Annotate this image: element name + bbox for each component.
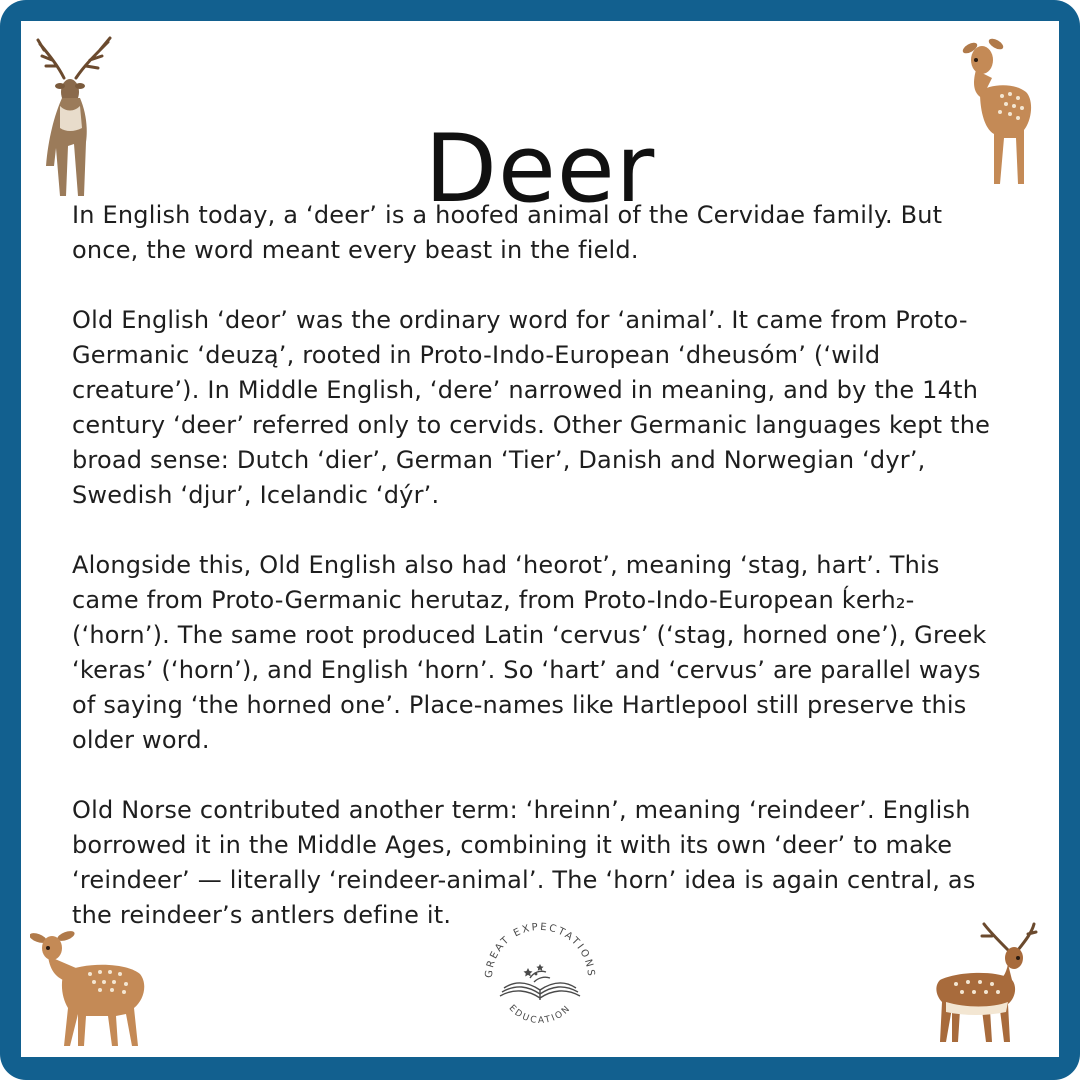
paragraph-intro: In English today, a ‘deer’ is a hoofed animal of the Cervidae family. But once, the word meant every beast in the field. [72,201,943,264]
paragraph-heorot: Alongside this, Old English also had ‘heorot’, meaning ‘stag, hart’. This came from Proto-Germanic herutaz, from Proto-Indo-European ḱerh₂- (‘horn’). The same root produced Latin ‘cervus’ (‘stag, horned one’), Greek ‘keras’ (‘horn’), and English ‘horn’. So ‘hart’ and ‘cervus’ are parallel ways of saying ‘the horned one’. Place-names like Hartlepool still preserve this older word. [72,551,987,754]
page-title: Deer [424,114,656,224]
paragraph-old-norse: Old Norse contributed another term: ‘hreinn’, meaning ‘reindeer’. English borrowed it in the Middle Ages, combining it with its own ‘deer’ to make ‘reindeer’ — literally ‘reindeer-animal’. The ‘horn’ idea is again central, as the reindeer’s antlers define it. [72,796,976,929]
great-expectations-education-logo [470,908,610,1048]
logo-bottom-text: EDUCATION [506,1003,574,1027]
open-book-icon [500,971,580,1000]
paragraph-old-english: Old English ‘deor’ was the ordinary word for ‘animal’. It came from Proto-Germanic ‘deuzą’, rooted in Proto-Indo-European ‘dheusóm’ (‘wild creature’). In Middle English, ‘dere’ narrowed in meaning, and by the 14th century ‘deer’ referred only to cervids. Other Germanic languages kept the broad sense: Dutch ‘dier’, German ‘Tier’, Danish and Norwegian ‘dyr’, Swedish ‘djur’, Icelandic ‘dýr’. [72,306,991,509]
logo-top-text: GREAT EXPECTATIONS [483,921,597,979]
article-body [72,198,1012,968]
